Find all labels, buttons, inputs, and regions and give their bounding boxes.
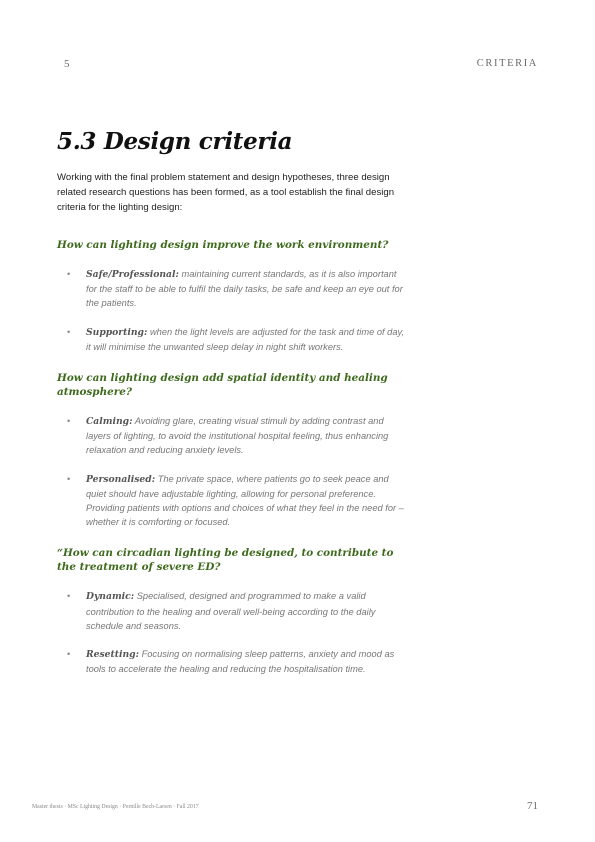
- criteria-item: [57, 589, 407, 633]
- chapter-number: 5: [64, 58, 70, 70]
- criteria-list: [57, 414, 407, 529]
- bullet-icon: •: [67, 591, 71, 602]
- criteria-item: [57, 414, 407, 458]
- criteria-section: [57, 546, 407, 676]
- criteria-term: Safe/Professional:: [86, 269, 179, 280]
- criteria-text: Focusing on normalising sleep patterns, anxiety and mood as tools to accelerate the healing and reducing the hospitalisation time.: [86, 649, 395, 675]
- criteria-text: when the light levels are adjusted for the task and time of day, it will minimise the unwanted sleep delay in night shift workers.: [86, 326, 405, 352]
- bullet-icon: •: [67, 269, 71, 279]
- criteria-term: Supporting:: [86, 326, 148, 338]
- criteria-content: [57, 238, 407, 676]
- bullet-icon: •: [67, 326, 71, 337]
- criteria-item: [57, 472, 407, 530]
- criteria-item: [57, 647, 407, 676]
- bullet-icon: •: [67, 473, 71, 484]
- criteria-section: [57, 238, 407, 354]
- research-question: “How can circadian lighting be designed, to contribute to the treatment of severe ED?: [57, 547, 394, 574]
- criteria-term: Personalised:: [86, 473, 156, 485]
- intro-paragraph: Working with the final problem statement and design hypotheses, three design related research questions has been formed, as a tool establish the final design criteria for the lighting design:: [57, 172, 395, 213]
- research-question: How can lighting design add spatial identity and healing atmosphere?: [57, 372, 388, 399]
- chapter-title: CRITERIA: [476, 58, 538, 69]
- criteria-list: [57, 267, 407, 354]
- criteria-text: Avoiding glare, creating visual stimuli by adding contrast and layers of lighting, to avoid the institutional hospital feeling, thus enhancing relaxation and reducing anxiety levels.: [86, 416, 389, 456]
- bullet-icon: •: [67, 416, 71, 427]
- criteria-term: Dynamic:: [86, 591, 135, 603]
- footer-text: Master thesis · MSc Lighting Design · Pernille Bech-Larsen · Fall 2017: [32, 804, 199, 810]
- criteria-text: Specialised, designed and programmed to make a valid contribution to the healing and overall well-being according to the daily schedule and seasons.: [86, 591, 376, 631]
- criteria-text: maintaining current standards, as it is also important for the staff to be able to fulfil the daily tasks, be safe and keep an eye out for the patients.: [86, 269, 403, 309]
- bullet-icon: •: [67, 649, 71, 660]
- research-question: How can lighting design improve the work environment?: [57, 239, 389, 251]
- criteria-list: [57, 589, 407, 676]
- page-number: 71: [527, 800, 538, 812]
- criteria-text: The private space, where patients go to seek peace and quiet should have adjustable lighting, allowing for personal preference. Providing patients with options and choices of what they feel in the need for – whether it is comforting or focused.: [86, 473, 404, 528]
- criteria-item: [57, 325, 407, 354]
- page-title: 5.3 Design criteria: [57, 128, 293, 155]
- criteria-section: [57, 371, 407, 529]
- criteria-item: [57, 267, 407, 311]
- criteria-term: Calming:: [86, 416, 133, 428]
- criteria-term: Resetting:: [86, 649, 139, 661]
